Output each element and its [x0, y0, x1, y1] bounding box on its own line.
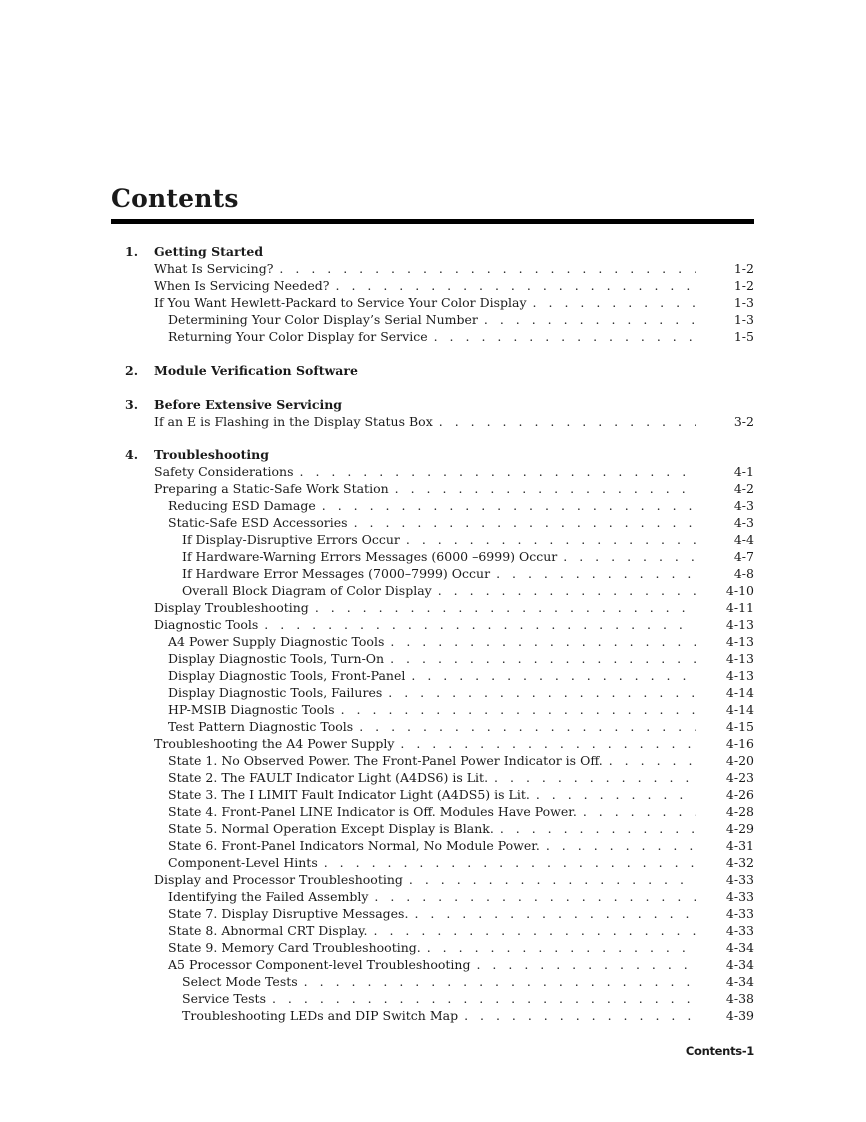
- dot-leader: [315, 599, 696, 616]
- dot-leader: [411, 667, 696, 684]
- toc-entry[interactable]: [154, 413, 754, 430]
- toc-entry-page: 1-5: [733, 329, 754, 344]
- toc-entry-page: 4-13: [725, 651, 754, 666]
- chapter-number: 2.: [125, 363, 139, 378]
- toc-entry-title: If Hardware Error Messages (7000–7999) Occur: [182, 566, 491, 581]
- dot-leader: [390, 633, 696, 650]
- toc-entry-title: Returning Your Color Display for Service: [168, 329, 428, 344]
- toc-entry-title: State 3. The I LIMIT Fault Indicator Light (A4DS5) is Lit.: [168, 787, 530, 802]
- dot-leader: [272, 990, 696, 1007]
- toc-entry-title: Component-Level Hints: [168, 855, 318, 870]
- toc-entry[interactable]: [154, 463, 754, 480]
- toc-entry-title: If an E is Flashing in the Display Status Box: [154, 414, 433, 429]
- dot-leader: [324, 854, 696, 871]
- toc-entry[interactable]: [154, 735, 754, 752]
- dot-leader: [609, 752, 696, 769]
- dot-leader: [434, 328, 696, 345]
- toc-entry[interactable]: [154, 599, 754, 616]
- dot-leader: [438, 582, 696, 599]
- toc-entry-title: State 9. Memory Card Troubleshooting.: [168, 940, 421, 955]
- chapter-number: 1.: [125, 244, 139, 259]
- dot-leader: [409, 871, 696, 888]
- dot-leader: [476, 956, 696, 973]
- toc-entry-page: 4-33: [725, 923, 754, 938]
- toc-entry[interactable]: [154, 294, 754, 311]
- dot-leader: [406, 531, 696, 548]
- toc-entry-title: Troubleshooting the A4 Power Supply: [154, 736, 395, 751]
- toc-entry[interactable]: [168, 922, 754, 939]
- dot-leader: [496, 565, 696, 582]
- dot-leader: [374, 922, 696, 939]
- toc-entry[interactable]: [154, 277, 754, 294]
- dot-leader: [414, 905, 696, 922]
- toc-entry[interactable]: [182, 531, 754, 548]
- toc-entry-page: 4-15: [725, 719, 754, 734]
- toc-entry-title: Display Diagnostic Tools, Turn-On: [168, 651, 385, 666]
- page-footer: Contents-1: [685, 1044, 754, 1058]
- toc-entry-title: State 4. Front-Panel LINE Indicator is Off. Modules Have Power.: [168, 804, 577, 819]
- toc-entry[interactable]: [168, 650, 754, 667]
- dot-leader: [563, 548, 696, 565]
- toc-entry-page: 4-16: [725, 736, 754, 751]
- toc-entry-page: 1-2: [733, 261, 754, 276]
- toc-entry-page: 4-34: [725, 940, 754, 955]
- dot-leader: [304, 973, 696, 990]
- dot-leader: [354, 514, 696, 531]
- toc-entry[interactable]: [154, 480, 754, 497]
- toc-entry[interactable]: [182, 973, 754, 990]
- dot-leader: [400, 735, 696, 752]
- dot-leader: [536, 786, 696, 803]
- dot-leader: [546, 837, 696, 854]
- toc-entry-page: 4-3: [733, 498, 754, 513]
- dot-leader: [494, 769, 696, 786]
- toc-entry-title: Select Mode Tests: [182, 974, 298, 989]
- toc-entry-page: 4-13: [725, 668, 754, 683]
- toc-entry-title: State 7. Display Disruptive Messages.: [168, 906, 409, 921]
- toc-entry[interactable]: [168, 769, 754, 786]
- toc-entry-page: 4-28: [725, 804, 754, 819]
- toc-entry-title: Overall Block Diagram of Color Display: [182, 583, 432, 598]
- toc-entry-title: Service Tests: [182, 991, 266, 1006]
- toc-entry[interactable]: [154, 616, 754, 633]
- chapter-number: 3.: [125, 397, 139, 412]
- chapter-title[interactable]: Module Verification Software: [154, 363, 358, 378]
- toc-entry-title: State 8. Abnormal CRT Display.: [168, 923, 368, 938]
- toc-entry-title: Display and Processor Troubleshooting: [154, 872, 403, 887]
- dot-leader: [427, 939, 696, 956]
- dot-leader: [390, 650, 696, 667]
- toc-entry-page: 4-26: [725, 787, 754, 802]
- toc-entry-title: Display Diagnostic Tools, Front-Panel: [168, 668, 406, 683]
- toc-entry-page: 4-34: [725, 974, 754, 989]
- toc-entry-title: Display Diagnostic Tools, Failures: [168, 685, 383, 700]
- toc-entry[interactable]: [182, 548, 754, 565]
- toc-entry[interactable]: [168, 939, 754, 956]
- dot-leader: [500, 820, 696, 837]
- toc-entry[interactable]: [168, 633, 754, 650]
- toc-entry-title: Preparing a Static-Safe Work Station: [154, 481, 389, 496]
- toc-entry[interactable]: [168, 328, 754, 345]
- toc-entry[interactable]: [168, 667, 754, 684]
- toc-entry-page: 4-33: [725, 872, 754, 887]
- toc-entry-page: 1-3: [733, 295, 754, 310]
- toc-entry[interactable]: [154, 260, 754, 277]
- chapter-title[interactable]: Before Extensive Servicing: [154, 397, 343, 412]
- dot-leader: [533, 294, 696, 311]
- toc-entry-title: Test Pattern Diagnostic Tools: [168, 719, 354, 734]
- toc-entry-page: 4-29: [725, 821, 754, 836]
- toc-entry-title: If You Want Hewlett-Packard to Service Your Color Display: [154, 295, 527, 310]
- toc-entry-title: State 6. Front-Panel Indicators Normal, No Module Power.: [168, 838, 540, 853]
- toc-entry[interactable]: [168, 888, 754, 905]
- toc-entry-page: 4-14: [725, 702, 754, 717]
- toc-entry-page: 4-33: [725, 906, 754, 921]
- dot-leader: [374, 888, 696, 905]
- toc-entry-page: 4-8: [733, 566, 754, 581]
- toc-entry[interactable]: [168, 752, 754, 769]
- toc-entry[interactable]: [182, 990, 754, 1007]
- dot-leader: [336, 277, 696, 294]
- toc-entry-page: 1-2: [733, 278, 754, 293]
- dot-leader: [341, 701, 696, 718]
- toc-entry-page: 4-14: [725, 685, 754, 700]
- toc-entry-page: 4-7: [733, 549, 754, 564]
- dot-leader: [322, 497, 696, 514]
- toc-entry[interactable]: [168, 684, 754, 701]
- toc-entry-page: 4-13: [725, 634, 754, 649]
- toc-entry-page: 4-20: [725, 753, 754, 768]
- toc-entry-page: 1-3: [733, 312, 754, 327]
- dot-leader: [583, 803, 696, 820]
- toc-entry-page: 4-34: [725, 957, 754, 972]
- toc-entry-title: Troubleshooting LEDs and DIP Switch Map: [182, 1008, 459, 1023]
- toc-entry[interactable]: [182, 565, 754, 582]
- toc-entry-title: Determining Your Color Display’s Serial Number: [168, 312, 478, 327]
- toc-entry-title: Static-Safe ESD Accessories: [168, 515, 348, 530]
- toc-entry-page: 4-2: [733, 481, 754, 496]
- toc-entry-title: If Display-Disruptive Errors Occur: [182, 532, 400, 547]
- toc-entry-page: 4-4: [733, 532, 754, 547]
- toc-entry-title: A5 Processor Component-level Troubleshooting: [168, 957, 471, 972]
- dot-leader: [279, 260, 696, 277]
- toc-entry[interactable]: [182, 582, 754, 599]
- toc-entry-title: Display Troubleshooting: [154, 600, 309, 615]
- toc-entry-page: 4-1: [733, 464, 754, 479]
- toc-entry-page: 4-3: [733, 515, 754, 530]
- toc-entry-page: 4-39: [725, 1008, 754, 1023]
- chapter-number: 4.: [125, 447, 139, 462]
- toc-entry-page: 4-10: [725, 583, 754, 598]
- chapter-title[interactable]: Getting Started: [154, 244, 264, 259]
- toc-entry-title: Identifying the Failed Assembly: [168, 889, 369, 904]
- toc-entry-title: State 2. The FAULT Indicator Light (A4DS6) is Lit.: [168, 770, 489, 785]
- toc-entry-page: 4-31: [725, 838, 754, 853]
- toc-entry[interactable]: [168, 803, 754, 820]
- toc-entry[interactable]: [168, 905, 754, 922]
- dot-leader: [388, 684, 696, 701]
- toc-entry-title: HP-MSIB Diagnostic Tools: [168, 702, 335, 717]
- toc-entry-title: What Is Servicing?: [154, 261, 274, 276]
- toc-entry-page: 4-33: [725, 889, 754, 904]
- toc-entry[interactable]: [168, 701, 754, 718]
- page-title: Contents: [111, 184, 239, 213]
- toc-entry-page: 3-2: [733, 414, 754, 429]
- toc-entry[interactable]: [168, 514, 754, 531]
- toc-entry-page: 4-23: [725, 770, 754, 785]
- dot-leader: [264, 616, 696, 633]
- toc-entry-page: 4-38: [725, 991, 754, 1006]
- dot-leader: [359, 718, 696, 735]
- toc-entry-title: Reducing ESD Damage: [168, 498, 316, 513]
- toc-entry-title: Diagnostic Tools: [154, 617, 259, 632]
- toc-entry[interactable]: [168, 820, 754, 837]
- toc-entry-page: 4-11: [725, 600, 754, 615]
- toc-entry[interactable]: [168, 311, 754, 328]
- dot-leader: [464, 1007, 696, 1024]
- dot-leader: [395, 480, 696, 497]
- toc-entry[interactable]: [168, 786, 754, 803]
- toc-entry[interactable]: [168, 956, 754, 973]
- chapter-title[interactable]: Troubleshooting: [154, 447, 269, 462]
- toc-entry-title: When Is Servicing Needed?: [154, 278, 330, 293]
- toc-entry-title: A4 Power Supply Diagnostic Tools: [168, 634, 385, 649]
- toc-entry-title: Safety Considerations: [154, 464, 294, 479]
- toc-entry-page: 4-13: [725, 617, 754, 632]
- dot-leader: [484, 311, 696, 328]
- dot-leader: [300, 463, 697, 480]
- toc-entry[interactable]: [154, 871, 754, 888]
- toc-entry-page: 4-32: [725, 855, 754, 870]
- toc-entry[interactable]: [168, 497, 754, 514]
- toc-entry[interactable]: [168, 854, 754, 871]
- toc-entry[interactable]: [168, 718, 754, 735]
- dot-leader: [439, 413, 696, 430]
- toc-entry-title: State 1. No Observed Power. The Front-Panel Power Indicator is Off.: [168, 753, 603, 768]
- toc-entry[interactable]: [168, 837, 754, 854]
- toc-entry-title: State 5. Normal Operation Except Display is Blank.: [168, 821, 494, 836]
- toc-entry[interactable]: [182, 1007, 754, 1024]
- toc-entry-title: If Hardware-Warning Errors Messages (6000 –6999) Occur: [182, 549, 558, 564]
